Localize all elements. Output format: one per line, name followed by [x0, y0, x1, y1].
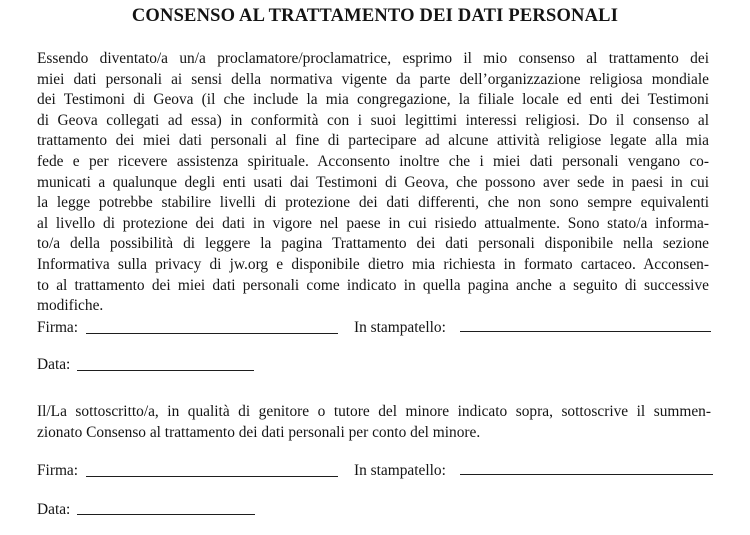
date-label: Data:: [37, 356, 71, 373]
paragraph-line: al livello di protezione dei dati in vigore nel paese in cui risiedo attualmente. Sono stato/a informa-: [37, 214, 709, 232]
document-title: CONSENSO AL TRATTAMENTO DEI DATI PERSONALI: [131, 6, 619, 26]
guardian-date-label: Data:: [37, 501, 71, 518]
paragraph-line: Essendo diventato/a un/a proclamatore/proclamatrice, esprimo il mio consenso al trattamento dei: [37, 50, 709, 67]
paragraph-line: zionato Consenso al trattamento dei dati personali per conto del minore.: [37, 423, 481, 441]
consent-paragraph: [37, 49, 709, 317]
paragraph-line: trattamento dei miei dati personali al fine di partecipare ad alcune attività religiose legate alla mia: [37, 132, 709, 150]
print-name-field[interactable]: [460, 331, 711, 332]
guardian-signature-label: Firma:: [37, 462, 79, 479]
paragraph-line: to al trattamento dei miei dati personali come indicato in quella pagina anche a seguito di successive: [37, 276, 709, 294]
guardian-paragraph: [37, 402, 711, 443]
print-name-label: In stampatello:: [354, 319, 446, 336]
paragraph-line: to/a della possibilità di leggere la pagina Trattamento dei dati personali disponibile nella sezione: [37, 235, 709, 253]
guardian-print-name-field[interactable]: [460, 474, 713, 475]
paragraph-line: la legge potrebbe stabilire livelli di protezione dei dati differenti, che non sono sempre equivalenti: [37, 194, 709, 212]
paragraph-line: fede e per ricevere assistenza spirituale. Acconsento inoltre che i miei dati personali vengano co-: [37, 152, 709, 170]
guardian-print-name-label: In stampatello:: [354, 462, 446, 479]
paragraph-line: dei Testimoni di Geova (il che include la mia congregazione, la filiale locale ed enti dei Testimoni: [37, 91, 709, 109]
paragraph-line: modifiche.: [37, 297, 104, 315]
paragraph-line: di Geova collegati ad essa) in conformità con i suoi legittimi interessi religiosi. Do il consenso al: [37, 111, 709, 129]
paragraph-line: miei dati personali ai sensi della normativa vigente da parte dell’organizzazione religiosa mondiale: [37, 70, 709, 88]
guardian-signature-field[interactable]: [86, 476, 338, 477]
paragraph-line: municati a qualunque degli enti usati dai Testimoni di Geova, che possono aver sede in paesi in cui: [37, 173, 709, 191]
paragraph-line: Informativa sulla privacy di jw.org e disponibile dietro mia richiesta in formato cartaceo. Acconsen-: [37, 255, 709, 273]
signature-field[interactable]: [86, 333, 338, 334]
signature-label: Firma:: [37, 319, 79, 336]
date-field[interactable]: [77, 370, 254, 371]
guardian-date-field[interactable]: [77, 514, 255, 515]
paragraph-line: Il/La sottoscritto/a, in qualità di genitore o tutore del minore indicato sopra, sottoscrive il summen-: [37, 403, 711, 420]
